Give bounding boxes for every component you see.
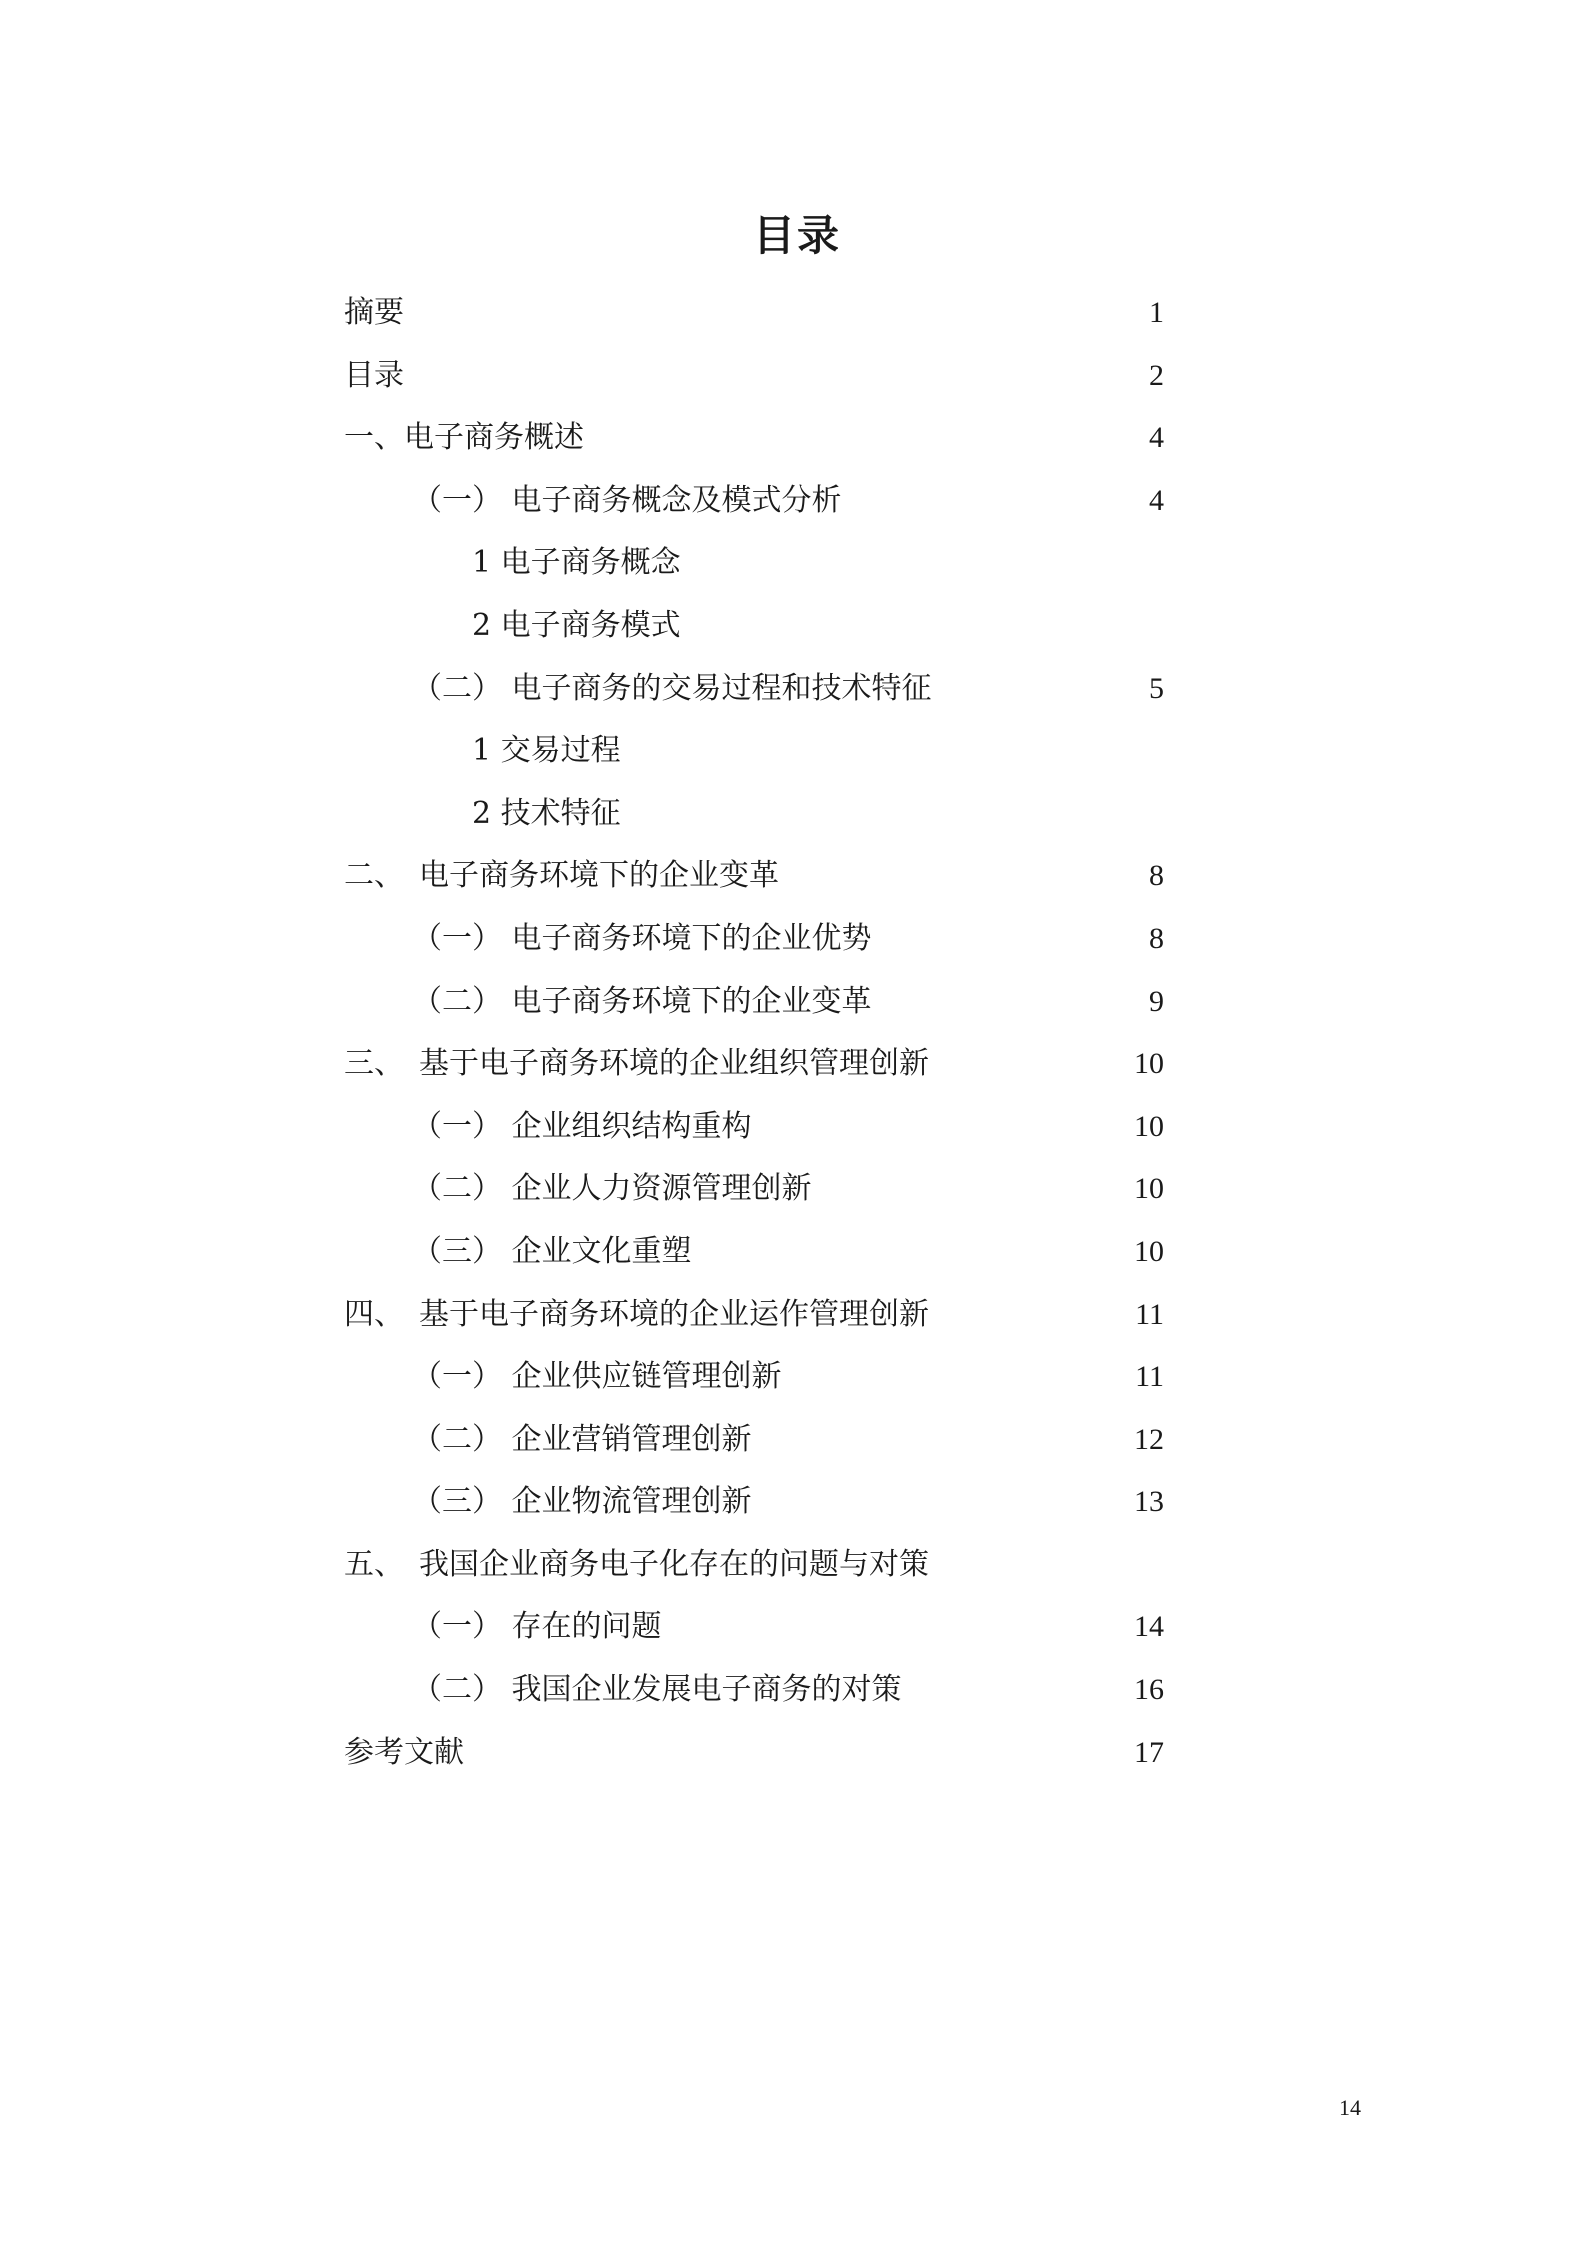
toc-entry[interactable]	[344, 1663, 1164, 1726]
toc-entry-label: 目录	[344, 357, 404, 393]
toc-entry[interactable]	[344, 599, 1164, 662]
toc-entry[interactable]	[344, 787, 1164, 850]
toc-entry-label: 摘要	[344, 295, 404, 330]
toc-entry-page: 10	[1134, 1172, 1164, 1206]
toc-entry-label: （二） 电子商务的交易过程和技术特征	[412, 670, 932, 706]
toc-title: 目录	[752, 211, 841, 260]
toc-entry-label: （一） 企业组织结构重构	[412, 1108, 752, 1144]
toc-entry[interactable]	[344, 411, 1164, 474]
toc-entry[interactable]	[344, 286, 1164, 349]
toc-entry-page: 5	[1149, 671, 1164, 705]
toc-entry-page: 8	[1149, 921, 1164, 955]
toc-entry-label: 三、 基于电子商务环境的企业组织管理创新	[344, 1046, 929, 1082]
toc-entry-page: 11	[1135, 1297, 1164, 1331]
toc-entry[interactable]	[344, 849, 1164, 912]
toc-entry-page: 11	[1135, 1360, 1164, 1394]
toc-entry-label: 1 电子商务概念	[472, 545, 681, 581]
toc-entry[interactable]	[344, 1413, 1164, 1476]
toc-entry-label: 四、 基于电子商务环境的企业运作管理创新	[344, 1296, 929, 1332]
toc-entry-label: 2 技术特征	[472, 795, 621, 831]
page-number: 14	[1339, 2095, 1361, 2120]
toc-entry-page: 9	[1149, 984, 1164, 1018]
toc-entry-label: 1 交易过程	[472, 733, 621, 769]
toc-entry-label: （一） 存在的问题	[412, 1609, 662, 1645]
toc-entry[interactable]	[344, 474, 1164, 537]
toc-entry-page: 17	[1134, 1735, 1164, 1769]
toc-entry[interactable]	[344, 1538, 1164, 1601]
toc-entry-page: 4	[1149, 483, 1164, 517]
toc-entry[interactable]	[344, 536, 1164, 599]
toc-entry-page: 10	[1134, 1234, 1164, 1268]
toc-entry[interactable]	[344, 1600, 1164, 1663]
toc-entry[interactable]	[344, 1475, 1164, 1538]
toc-entry-label: （二） 电子商务环境下的企业变革	[412, 983, 872, 1019]
toc-entry-label: 一、电子商务概述	[344, 420, 584, 456]
toc-entry-label: 2 电子商务模式	[472, 607, 681, 643]
toc-entry-page: 10	[1134, 1047, 1164, 1081]
toc-entry-page: 14	[1134, 1610, 1164, 1644]
toc-entry-page: 16	[1134, 1673, 1164, 1707]
toc-entry-label: 参考文献	[344, 1734, 464, 1770]
toc-entry-page: 10	[1134, 1109, 1164, 1143]
toc-entry-label: （二） 企业营销管理创新	[412, 1421, 752, 1457]
toc-entry[interactable]	[344, 1100, 1164, 1163]
toc-entry-page: 8	[1149, 859, 1164, 893]
toc-entry-label: 二、 电子商务环境下的企业变革	[344, 858, 779, 894]
toc-list	[344, 286, 1164, 1788]
toc-entry[interactable]	[344, 1037, 1164, 1100]
toc-entry-page: 12	[1134, 1422, 1164, 1456]
toc-entry-page: 13	[1134, 1485, 1164, 1519]
toc-entry-page: 4	[1149, 421, 1164, 455]
toc-entry[interactable]	[344, 912, 1164, 975]
toc-entry[interactable]	[344, 724, 1164, 787]
toc-entry-label: （二） 企业人力资源管理创新	[412, 1171, 812, 1207]
toc-entry-label: （二） 我国企业发展电子商务的对策	[412, 1672, 902, 1708]
toc-entry-page: 1	[1149, 296, 1164, 329]
toc-entry[interactable]	[344, 1162, 1164, 1225]
toc-entry-label: （三） 企业物流管理创新	[412, 1484, 752, 1520]
toc-entry[interactable]	[344, 1726, 1164, 1789]
toc-entry-label: 五、 我国企业商务电子化存在的问题与对策	[344, 1546, 929, 1582]
toc-entry-label: （三） 企业文化重塑	[412, 1233, 692, 1269]
toc-entry[interactable]	[344, 349, 1164, 412]
toc-entry-label: （一） 企业供应链管理创新	[412, 1359, 782, 1395]
toc-entry[interactable]	[344, 1225, 1164, 1288]
toc-entry[interactable]	[344, 975, 1164, 1038]
toc-entry[interactable]	[344, 1350, 1164, 1413]
toc-entry-label: （一） 电子商务概念及模式分析	[412, 482, 842, 518]
toc-entry[interactable]	[344, 662, 1164, 725]
toc-entry-page: 2	[1149, 358, 1164, 392]
toc-entry[interactable]	[344, 1288, 1164, 1351]
toc-entry-label: （一） 电子商务环境下的企业优势	[412, 920, 872, 956]
